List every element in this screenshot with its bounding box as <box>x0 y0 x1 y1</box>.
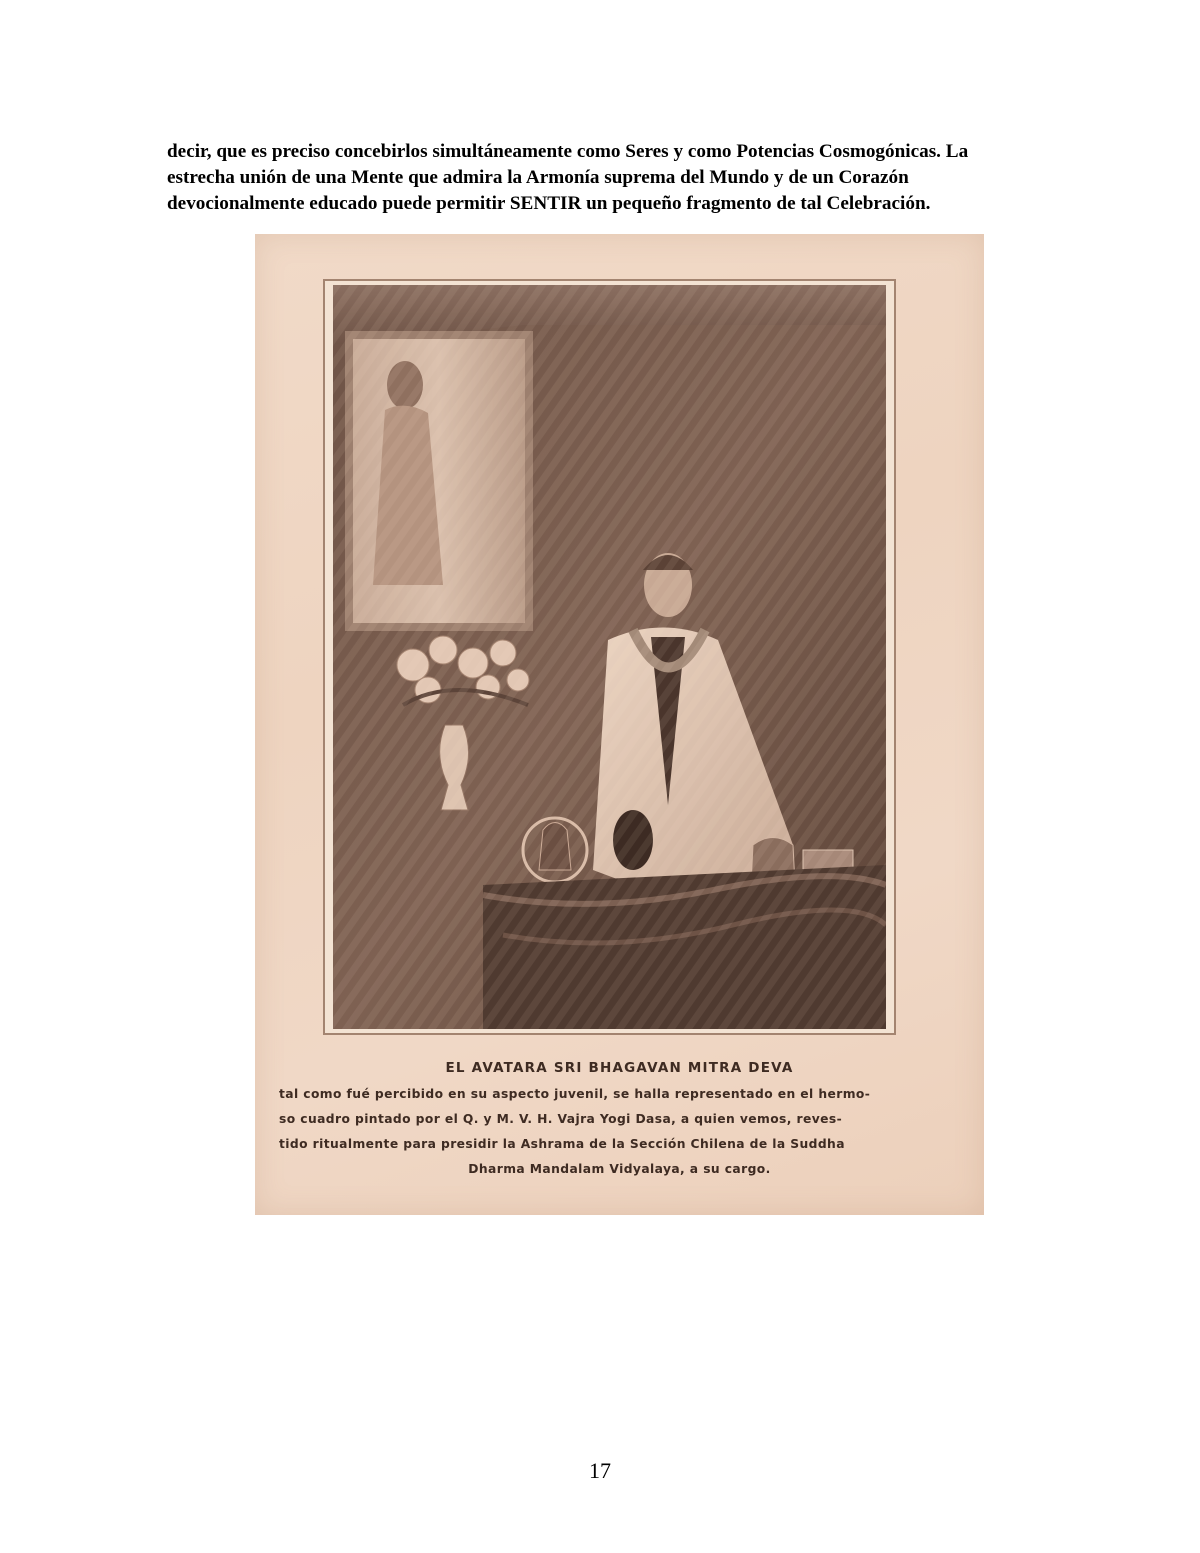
photo-frame <box>323 279 896 1035</box>
caption-line: Dharma Mandalam Vidyalaya, a su cargo. <box>468 1162 771 1176</box>
newspaper-clipping <box>255 234 984 1215</box>
intro-line: devocionalmente educado puede permitir SENTIR un pequeño fragmento de tal Celebración. <box>167 193 931 214</box>
intro-line: decir, que es preciso concebirlos simultáneamente como Seres y como Potencias Cosmogónicas. La <box>167 141 969 162</box>
caption-line: tal como fué percibido en su aspecto juvenil, se halla representado en el hermo- <box>279 1087 871 1101</box>
photograph <box>333 285 886 1029</box>
intro-line: estrecha unión de una Mente que admira la Armonía suprema del Mundo y de un Corazón <box>167 167 909 188</box>
caption-title: EL AVATARA SRI BHAGAVAN MITRA DEVA <box>445 1060 794 1076</box>
caption-line: so cuadro pintado por el Q. y M. V. H. Vajra Yogi Dasa, a quien vemos, reves- <box>279 1112 843 1126</box>
photograph-illustration <box>333 285 886 1029</box>
caption-line: tido ritualmente para presidir la Ashrama de la Sección Chilena de la Suddha <box>279 1137 845 1151</box>
intro-paragraph <box>167 139 1017 217</box>
page-number: 17 <box>589 1458 611 1483</box>
